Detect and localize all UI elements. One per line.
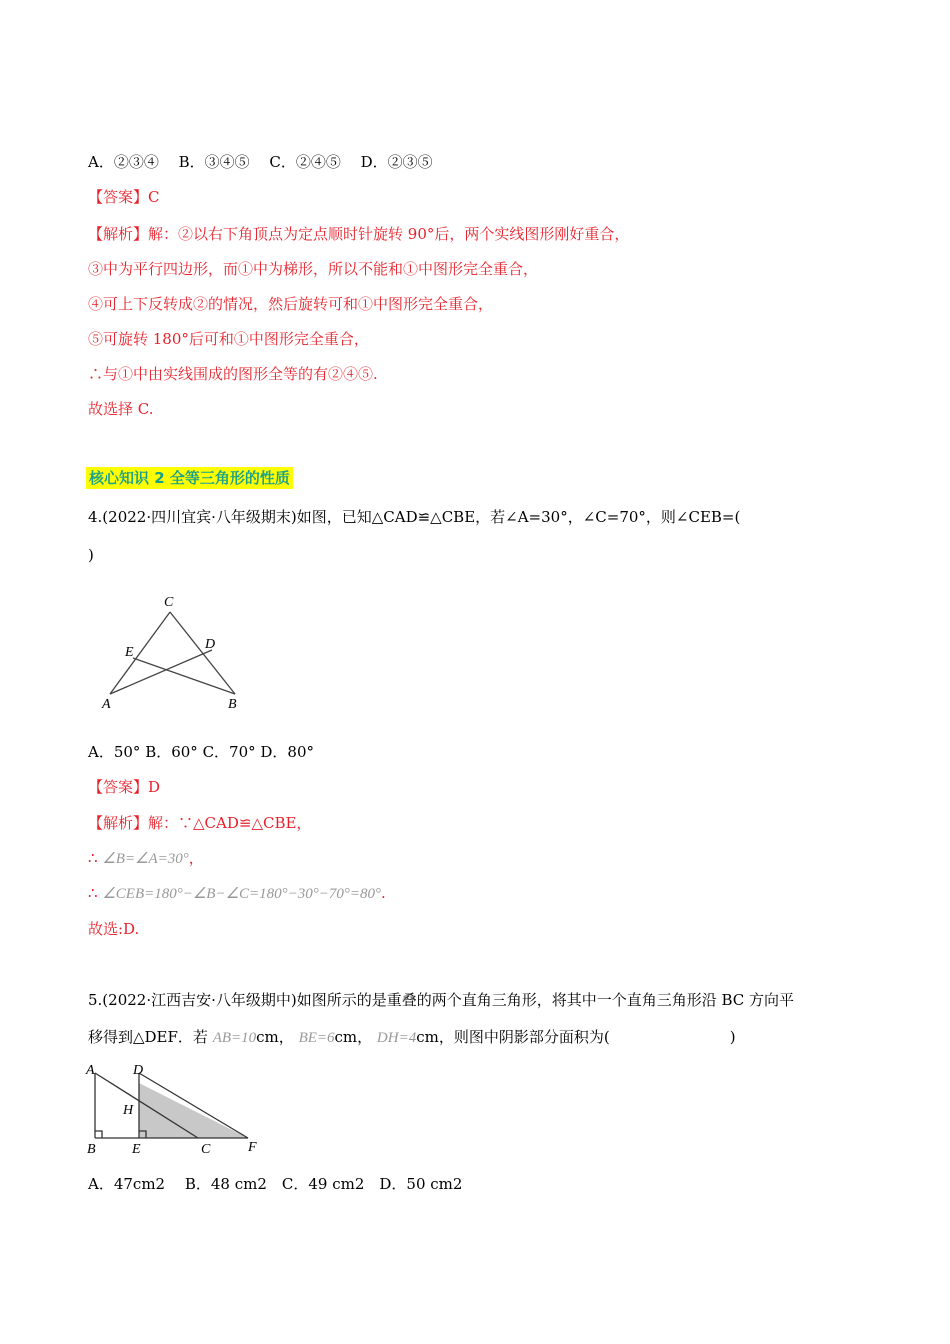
q5-options: A．47cm2 B．48 cm2 C．49 cm2 D．50 cm2 — [88, 1175, 463, 1193]
q4-conclusion: 故选:D. — [88, 920, 140, 938]
q4-label-c: C — [164, 595, 174, 610]
q5-stem-start: 移得到△DEF．若 — [88, 1028, 208, 1046]
q3-options: A．②③④ B．③④⑤ C．②④⑤ D．②③⑤ — [88, 153, 433, 171]
q4-options: A．50° B．60° C．70° D．80° — [88, 743, 315, 761]
q3-analysis-line: ∴与①中由实线围成的图形全等的有②④⑤. — [88, 365, 378, 383]
therefore-symbol: ∴ — [88, 884, 98, 902]
q5-label-e: E — [132, 1142, 141, 1157]
q5-unit: cm， — [256, 1028, 294, 1046]
q4-step2-math: ∠CEB=180°−∠B−∠C=180°−30°−70°=80° — [102, 886, 382, 902]
q5-close-paren: ) — [729, 1028, 736, 1046]
q4-step2 — [88, 883, 386, 904]
q4-triangle-figure — [95, 590, 255, 715]
q5-ab: AB=10 — [212, 1030, 257, 1046]
q5-label-d: D — [133, 1063, 144, 1078]
q3-answer: 【答案】C — [88, 188, 160, 206]
q4-step1-tail: ， — [188, 849, 204, 867]
section-title: 核心知识 2 全等三角形的性质 — [86, 467, 293, 489]
q5-label-f: F — [248, 1140, 257, 1155]
q4-step2-tail: . — [381, 884, 386, 902]
q3-analysis-line: 【解析】解：②以右下角顶点为定点顺时针旋转 90°后，两个实线图形刚好重合， — [88, 225, 630, 243]
q4-label-b: B — [228, 697, 237, 712]
q3-analysis-line: ③中为平行四边形，而①中为梯形，所以不能和①中图形完全重合， — [88, 260, 539, 278]
q3-analysis-line: ④可上下反转成②的情况，然后旋转可和①中图形完全重合， — [88, 295, 494, 313]
q5-label-a: A — [86, 1063, 95, 1078]
q4-analysis: 【解析】解：∵△CAD≌△CBE， — [88, 814, 312, 832]
q5-stem: 5.(2022·江西吉安·八年级期中)如图所示的是重叠的两个直角三角形，将其中一个直角三角形沿 BC 方向平 — [88, 991, 795, 1009]
q3-analysis-line: 故选择 C. — [88, 400, 154, 418]
q4-label-e: E — [125, 645, 134, 660]
q4-step1 — [88, 848, 204, 869]
q4-stem: 4.(2022·四川宜宾·八年级期末)如图，已知△CAD≌△CBE，若∠A=30°，∠C=70°，则∠CEB=( — [88, 508, 741, 526]
q5-dh: DH=4 — [376, 1030, 417, 1046]
q5-triangle-figure — [82, 1060, 267, 1160]
therefore-symbol: ∴ — [88, 849, 98, 867]
q5-be: BE=6 — [298, 1030, 335, 1046]
q4-stem-close: ) — [88, 546, 94, 564]
q4-label-d: D — [205, 637, 216, 652]
q5-unit: cm， — [334, 1028, 373, 1046]
q3-analysis-line: ⑤可旋转 180°后可和①中图形完全重合， — [88, 330, 369, 348]
q5-stem-line2 — [88, 1027, 736, 1048]
q5-unit: cm，则图中阴影部分面积为( — [416, 1028, 610, 1046]
q4-step1-math: ∠B=∠A=30° — [102, 851, 189, 867]
q5-label-c: C — [201, 1142, 211, 1157]
q4-answer: 【答案】D — [88, 778, 161, 796]
q5-label-b: B — [87, 1142, 96, 1157]
q5-label-h: H — [123, 1103, 134, 1118]
q4-label-a: A — [102, 697, 111, 712]
